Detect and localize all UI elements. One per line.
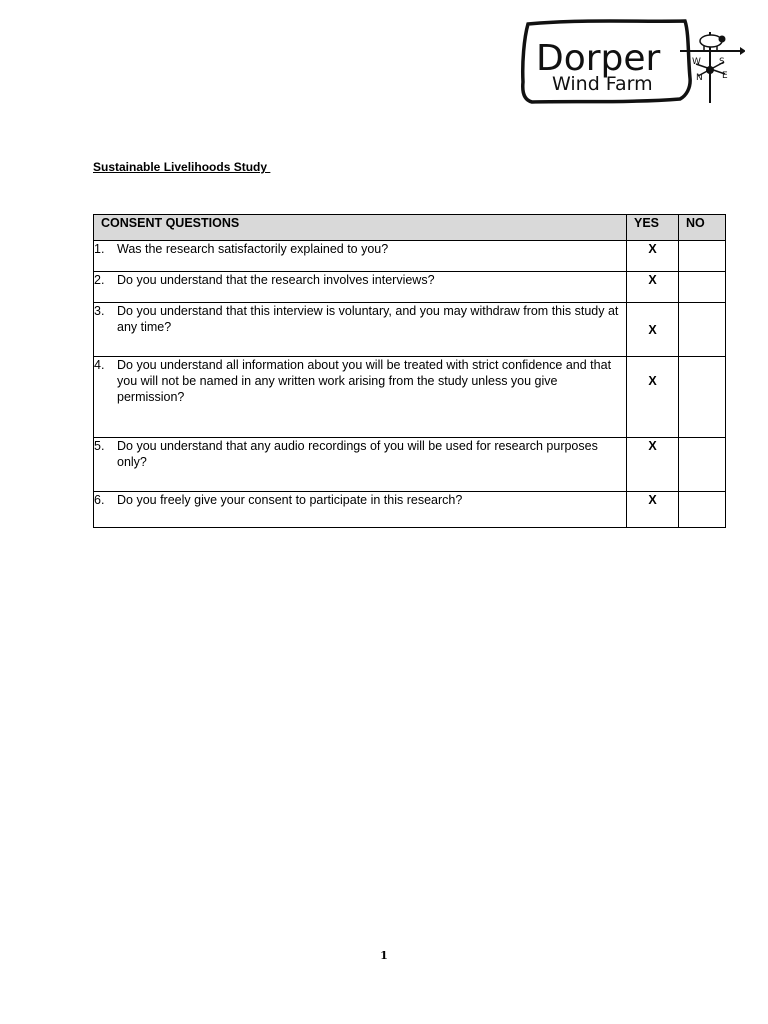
yes-cell: X [627,438,679,492]
table-row [94,272,726,303]
consent-questions-table [93,214,726,528]
question-number: 4. [94,358,105,372]
question-cell [94,438,627,492]
no-cell [679,492,726,528]
no-cell [679,303,726,357]
question-cell [94,272,627,303]
yes-cell: X [627,492,679,528]
table-row [94,241,726,272]
logo-text-wind-farm: Wind Farm [552,73,653,95]
question-number: 1. [94,242,105,256]
question-text: Was the research satisfactorily explained to you? [117,242,389,256]
table-row [94,438,726,492]
sheep-icon [700,35,722,47]
table-row [94,492,726,528]
svg-text:S: S [719,57,725,67]
question-text: Do you understand that any audio recordings of you will be used for research purposes only? [117,439,598,469]
table-header-row [94,215,726,241]
question-cell [94,492,627,528]
question-number: 2. [94,273,105,287]
question-number: 3. [94,304,105,318]
question-number: 5. [94,439,105,453]
page-number: 1 [380,949,388,962]
question-cell [94,303,627,357]
no-cell [679,272,726,303]
question-text: Do you freely give your consent to participate in this research? [117,493,463,507]
column-header-consent-questions: CONSENT QUESTIONS [94,215,627,241]
question-text: Do you understand that this interview is voluntary, and you may withdraw from this study at any time? [117,304,619,334]
compass-icon [706,66,714,74]
question-text: Do you understand all information about you will be treated with strict confidence and that you will not be named in any written work arising from the study unless you give permission? [117,358,612,404]
column-header-no: NO [679,215,726,241]
question-text: Do you understand that the research involves interviews? [117,273,435,287]
no-cell [679,438,726,492]
yes-cell: X [627,357,679,438]
no-cell [679,241,726,272]
question-cell [94,241,627,272]
table-row [94,303,726,357]
document-title: Sustainable Livelihoods Study [93,160,271,174]
table-row [94,357,726,438]
svg-text:W: W [692,57,701,67]
svg-text:E: E [722,71,728,81]
logo-graphic [520,18,745,108]
dorper-wind-farm-logo [520,18,745,108]
question-cell [94,357,627,438]
question-number: 6. [94,493,105,507]
yes-cell: X [627,303,679,357]
yes-cell: X [627,272,679,303]
no-cell [679,357,726,438]
yes-cell: X [627,241,679,272]
logo-text-dorper: Dorper [536,38,661,79]
svg-text:N: N [696,73,703,83]
column-header-yes: YES [627,215,679,241]
